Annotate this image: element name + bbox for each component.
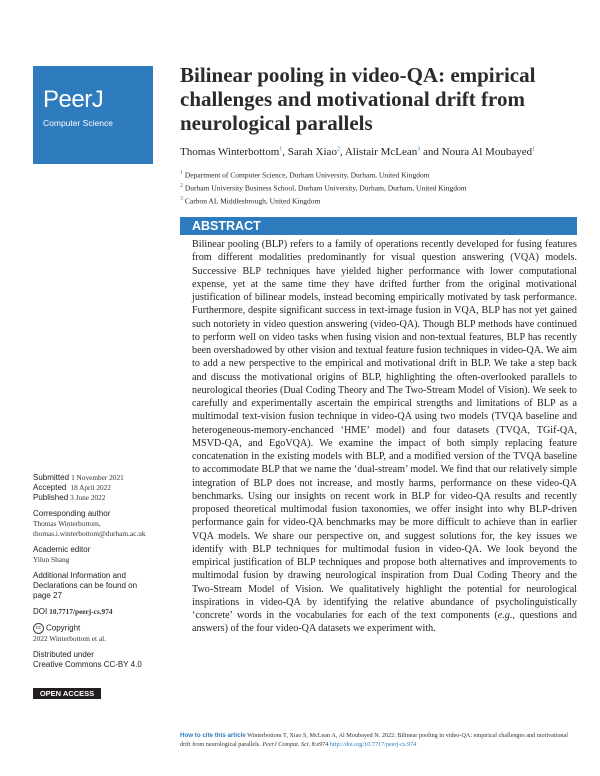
abstract-eg: e.g.,: [497, 610, 515, 621]
additional-info-line: Declarations can be found on: [33, 581, 138, 590]
author-separator: ,: [282, 146, 286, 158]
author-affiliation-mark: 3: [417, 146, 421, 153]
corresponding-author-name: Thomas Winterbottom,: [33, 519, 101, 528]
author-affiliation-mark: 1: [532, 146, 536, 153]
cite-volume: 8:e974: [310, 740, 331, 748]
abstract-text: Bilinear pooling (BLP) refers to a family of operations recently developed for fusing features from different modalities predominantly for visual question answering (VQA) models. Successive BLP techniques have yielded higher performance with lower computational expense, yet at the same time they have drifted further from the original motivational justification of bilinear models, instead becoming empirically motivated by task performance. Furthermore, despite significant success in text-image fusion in VQA, BLP has not yet gained such notoriety in video question answering (video-QA). Though BLP methods have continued to perform well on video tasks when fusing vision and non-textual features, BLP has recently been overshadowed by other vision and textual feature fusion techniques in video-QA. We aim to add a new perspective to the empirical and motivational drift in BLP. We take a step back and discuss the motivational origins of BLP, highlighting the often-overlooked parallels to neurological theories (Dual Coding Theory and The Two-Stream Model of Vision). We seek to carefully and experimentally ascertain the empirical strengths and limitations of BLP as a multimodal text-vision fusion technique in video-QA using two models (TVQA baseline and heterogeneous-memory-enchanced ‘HME’ model) and four datasets (TVQA, TGif-QA, MSVD-QA, and EgoVQA). We examine the impact of both simply replacing feature concatenation in the existing models with BLP, and a modified version of the TVQA baseline to accommodate BLP that we name the ‘dual-stream’ model. We find that our relatively simple integration of BLP does not increase, and mostly harms, performance on these video-QA benchmarks. Using our insights on recent work in BLP for video-QA results and recently proposed theoretical multimodal fusion taxonomies, we offer insight into why BLP-driven performance gain for video-QA benchmarks may be more difficult to achieve than in earlier VQA models. We share our perspective on, and suggest solutions for, the key issues we identify with BLP techniques for multimodal fusion in video-QA. We look beyond the empirical justification of BLP techniques and propose both alternatives and improvements to multimodal fusion by drawing neurological inspiration from Dual Coding Theory and the Two-Stream Model of Vision. We qualitatively highlight the potential for neurological inspirations in video-QA by identifying the relative abundance of psycholinguistically ‘concrete’ words in the vocabularies for each of the text components (: [192, 239, 577, 621]
paper-title: Bilinear pooling in video-QA: empirical challenges and motivational drift from neurological parallels: [180, 63, 536, 135]
how-to-cite: [180, 732, 580, 749]
logo-brand: PeerJ: [43, 86, 104, 113]
published-date: 3 June 2022: [70, 493, 106, 502]
affiliation-number: 1: [180, 170, 183, 176]
copyright-icon: cc: [33, 623, 44, 634]
author-name: Thomas Winterbottom: [180, 146, 280, 158]
author-affiliation-mark: 2: [336, 146, 340, 153]
cite-text: Winterbottom T, Xiao S, McLean A, Al Moubayed N. 2022. Bilinear pooling in video-QA: empirical challenges and motivational drift from neurological parallels.: [180, 732, 568, 748]
accepted-label: Accepted: [33, 483, 67, 492]
affiliation-number: 3: [180, 196, 183, 202]
affiliation-text: Durham University Business School, Durham University, Durham, Durham, United Kingdom: [184, 183, 467, 193]
cite-doi-link[interactable]: http://doi.org/10.7717/peerj-cs.974: [330, 740, 417, 748]
license-link[interactable]: Creative Commons CC-BY 4.0: [33, 660, 142, 669]
affiliation-text: Carbon AI, Middlesbrough, United Kingdom: [184, 196, 321, 206]
open-access-badge: OPEN ACCESS: [33, 688, 101, 699]
submitted-row: [33, 473, 173, 483]
author-name: Sarah Xiao: [287, 146, 337, 158]
affiliation-list: [180, 168, 590, 207]
affiliation: [180, 194, 590, 207]
submitted-date: 1 November 2021: [71, 473, 124, 482]
submitted-label: Submitted: [33, 473, 70, 482]
copyright-holder: 2022 Winterbottom et al.: [33, 634, 106, 643]
published-row: [33, 493, 173, 503]
author-affiliation-mark: 1: [279, 146, 283, 153]
author-name: Noura Al Moubayed: [441, 146, 533, 158]
logo-subtitle: Computer Science: [43, 118, 113, 128]
doi-row: [33, 607, 173, 617]
cite-label: How to cite this article: [180, 732, 246, 739]
abstract-heading: ABSTRACT: [180, 217, 577, 235]
author-name: Alistair McLean: [344, 146, 418, 158]
author-list: [180, 146, 590, 158]
affiliation: [180, 168, 590, 181]
article-metadata-sidebar: [33, 473, 173, 670]
additional-info-line: page 27: [33, 591, 62, 600]
academic-editor-label: Academic editor: [33, 545, 91, 554]
abstract-text-end: questions and answers) of the four video-QA datasets we experiment with.: [192, 610, 577, 635]
published-label: Published: [33, 493, 69, 502]
author-and: and: [423, 146, 439, 158]
corresponding-author-label: Corresponding author: [33, 509, 111, 518]
copyright-row: [33, 623, 173, 634]
affiliation-number: 2: [180, 183, 183, 189]
academic-editor-name: Yilun Shang: [33, 555, 70, 564]
cite-journal: PeerJ Comput. Sci.: [262, 740, 311, 748]
accepted-row: [33, 483, 173, 493]
doi-label: DOI: [33, 607, 48, 616]
license-line: Distributed under: [33, 650, 94, 659]
author-separator: ,: [339, 146, 343, 158]
abstract-body: [192, 238, 577, 636]
copyright-label: Copyright: [46, 623, 81, 633]
accepted-date: 18 April 2022: [70, 483, 111, 492]
additional-info-line: Additional Information and: [33, 571, 126, 580]
peerj-logo: [33, 66, 153, 164]
affiliation-text: Department of Computer Science, Durham University, Durham, United Kingdom: [184, 170, 430, 180]
affiliation: [180, 181, 590, 194]
doi-link[interactable]: 10.7717/peerj-cs.974: [49, 607, 113, 616]
corresponding-author-email[interactable]: thomas.i.winterbottom@durham.ac.uk: [33, 529, 146, 538]
